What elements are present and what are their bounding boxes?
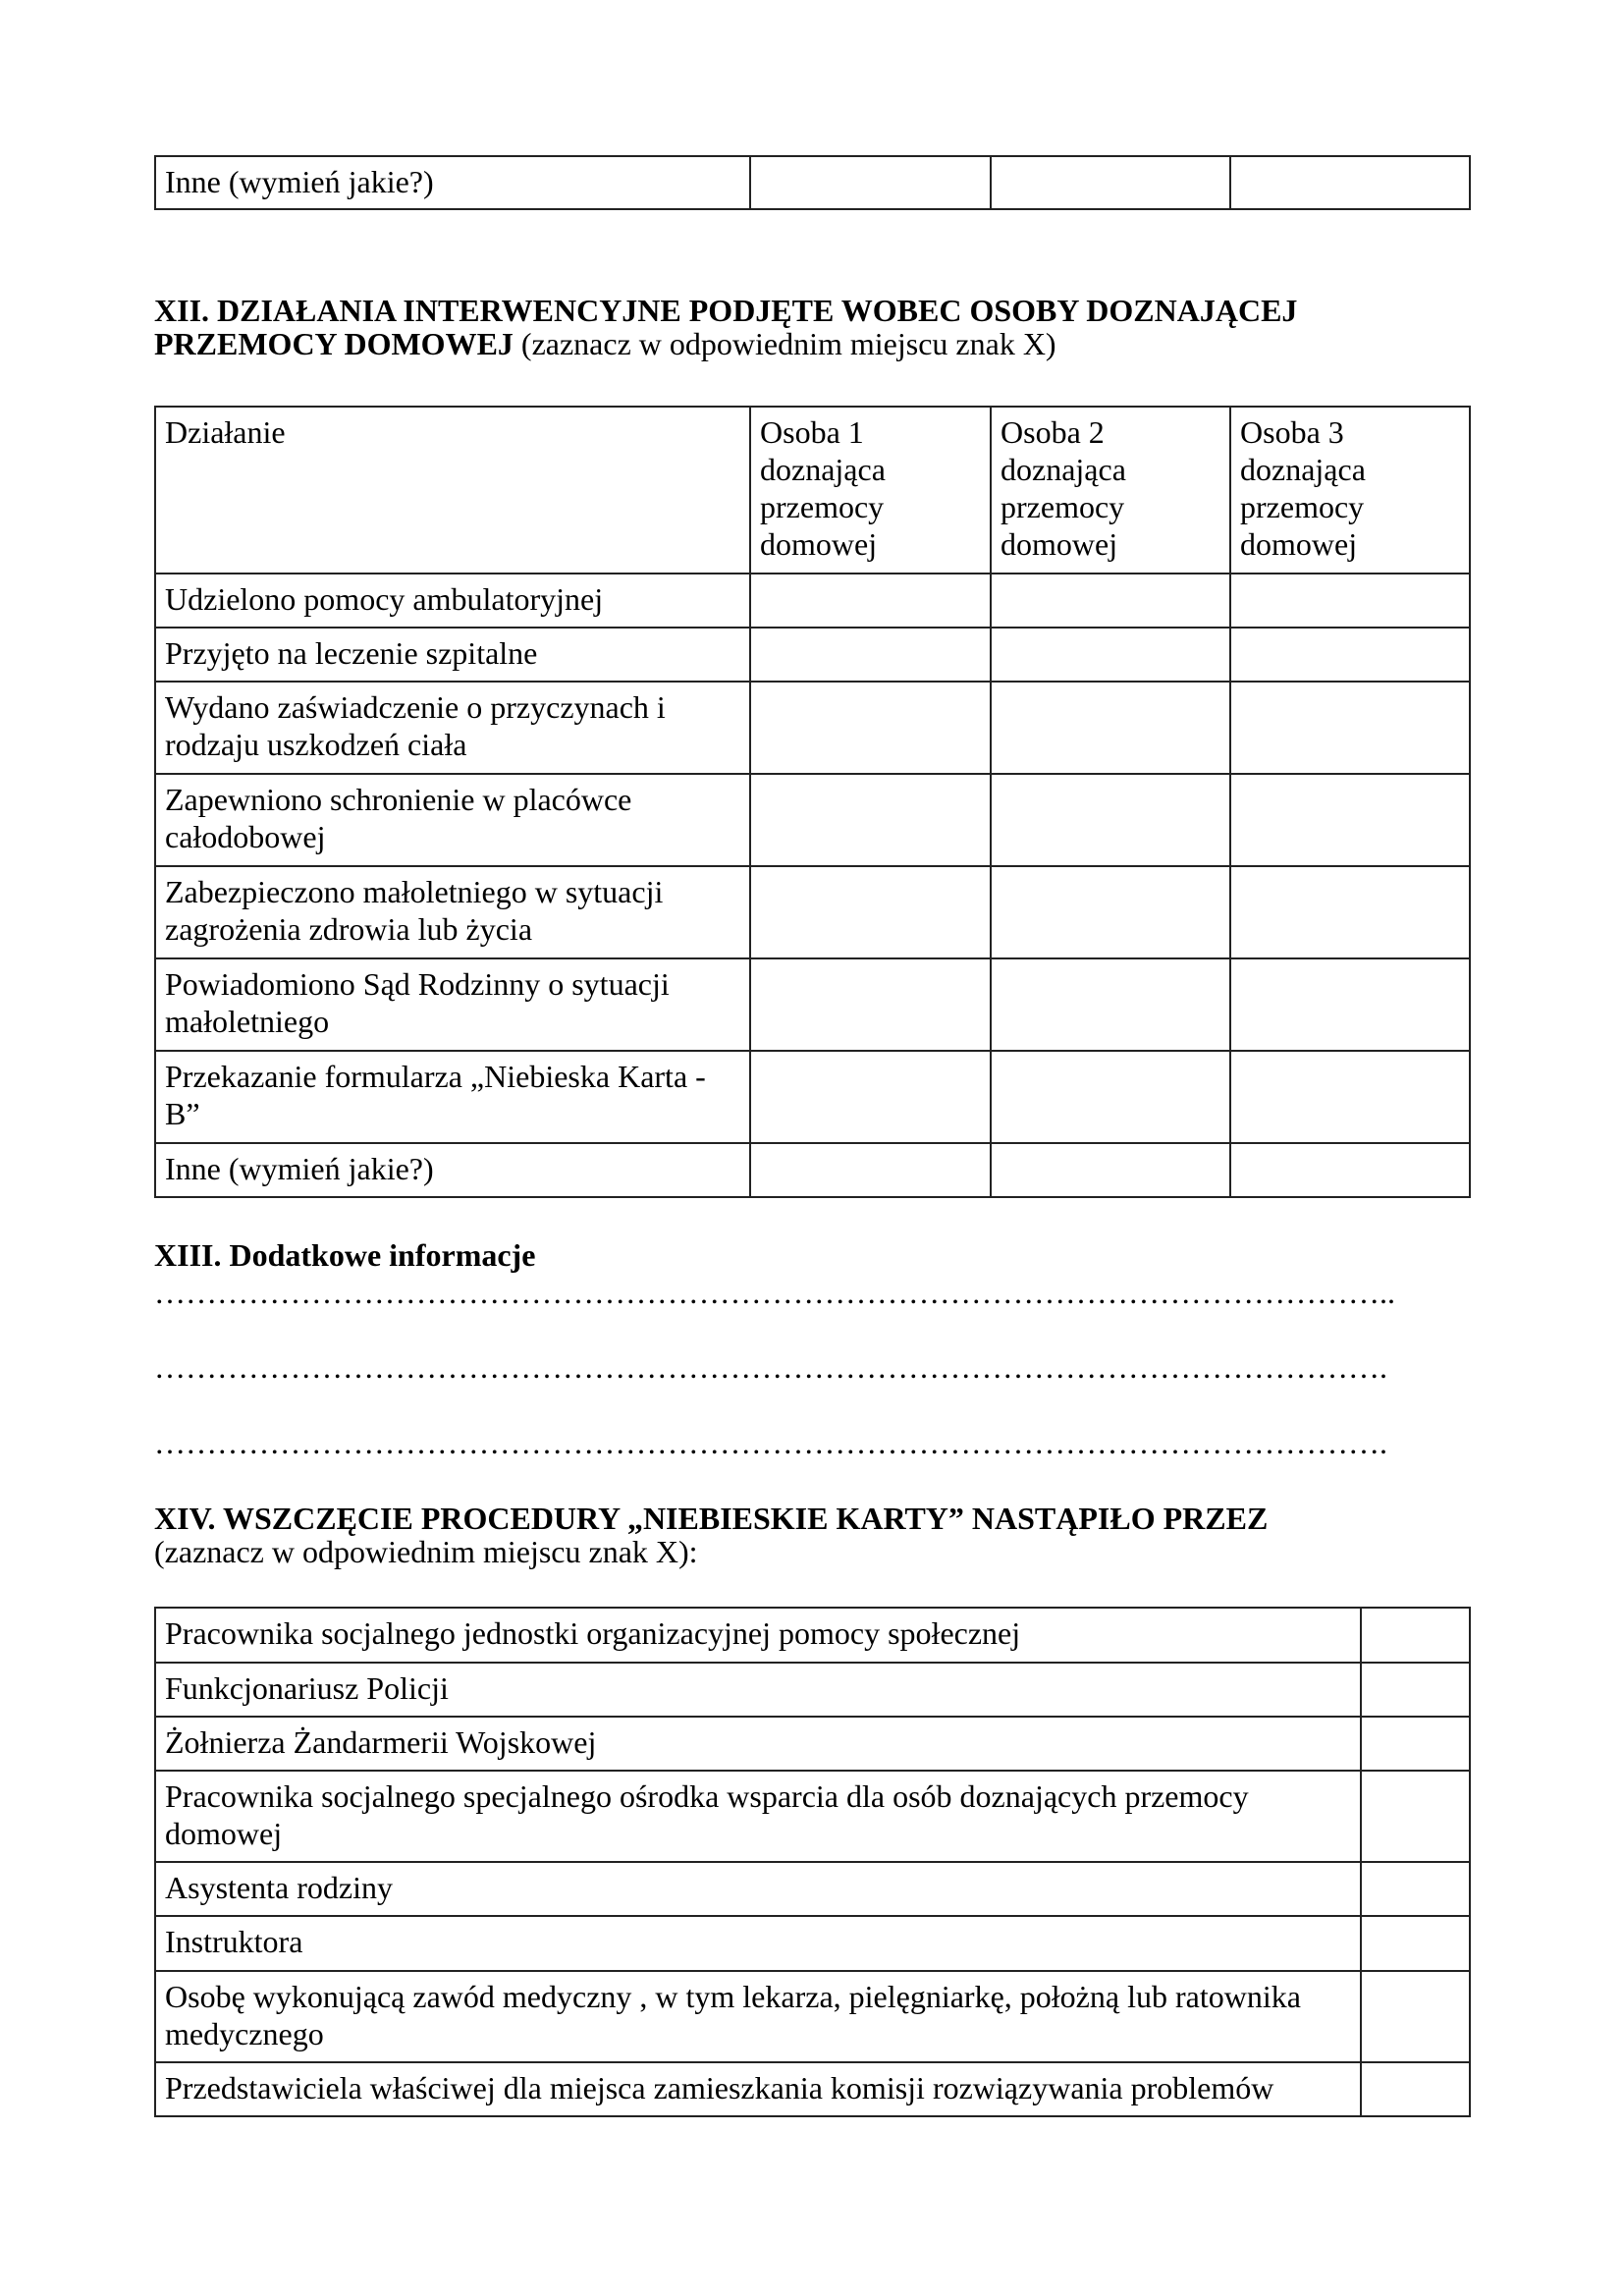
- section-xii-heading: [154, 294, 1489, 360]
- row-label: Inne (wymień jakie?): [155, 156, 750, 209]
- row-label: Przekazanie formularza „Niebieska Karta - B”: [155, 1051, 750, 1143]
- osoba-2-cell[interactable]: [991, 958, 1230, 1051]
- osoba-3-cell[interactable]: [1230, 682, 1470, 774]
- osoba-3-cell[interactable]: [1230, 1051, 1470, 1143]
- row-label: Żołnierza Żandarmerii Wojskowej: [155, 1717, 1361, 1771]
- row-label: Zapewniono schronienie w placówce całodobowej: [155, 774, 750, 866]
- table-row: [155, 156, 1470, 209]
- table-row: [155, 574, 1470, 628]
- osoba-1-cell[interactable]: [750, 682, 991, 774]
- table-row: [155, 1771, 1470, 1862]
- section-xiii-heading: XIII. Dodatkowe informacje: [154, 1237, 536, 1273]
- section-xii-title-note: (zaznacz w odpowiednim miejscu znak X): [520, 326, 1056, 361]
- section-xiv-heading: [154, 1502, 1489, 1568]
- header-osoba-3: Osoba 3 doznająca przemocy domowej: [1230, 407, 1470, 574]
- mark-cell[interactable]: [1361, 1971, 1470, 2062]
- osoba-1-cell[interactable]: [750, 156, 991, 209]
- osoba-2-cell[interactable]: [991, 156, 1230, 209]
- section-xii-title-bold: PRZEMOCY DOMOWEJ: [154, 326, 514, 361]
- mark-cell[interactable]: [1361, 2062, 1470, 2116]
- header-dzialanie: Działanie: [155, 407, 750, 574]
- section-xi-table-tail: [154, 155, 1471, 210]
- osoba-2-cell[interactable]: [991, 774, 1230, 866]
- row-label: Pracownika socjalnego jednostki organizacyjnej pomocy społecznej: [155, 1608, 1361, 1663]
- mark-cell[interactable]: [1361, 1862, 1470, 1916]
- row-label: Przyjęto na leczenie szpitalne: [155, 628, 750, 682]
- osoba-2-cell[interactable]: [991, 1143, 1230, 1197]
- osoba-1-cell[interactable]: [750, 1051, 991, 1143]
- table-row: [155, 682, 1470, 774]
- osoba-3-cell[interactable]: [1230, 774, 1470, 866]
- osoba-3-cell[interactable]: [1230, 1143, 1470, 1197]
- osoba-3-cell[interactable]: [1230, 958, 1470, 1051]
- mark-cell[interactable]: [1361, 1916, 1470, 1971]
- table-row: [155, 628, 1470, 682]
- table-header-row: [155, 407, 1470, 574]
- osoba-2-cell[interactable]: [991, 866, 1230, 958]
- osoba-3-cell[interactable]: [1230, 628, 1470, 682]
- row-label: Pracownika socjalnego specjalnego ośrodka wsparcia dla osób doznających przemocy domowej: [155, 1771, 1361, 1862]
- additional-info-line-3[interactable]: ……………………………………………………………………………………………………….: [154, 1426, 1387, 1459]
- osoba-1-cell[interactable]: [750, 574, 991, 628]
- section-xii-title-line1: XII. DZIAŁANIA INTERWENCYJNE PODJĘTE WOBEC OSOBY DOZNAJĄCEJ: [154, 293, 1298, 328]
- row-label: Funkcjonariusz Policji: [155, 1663, 1361, 1717]
- section-xiv-title-note: (zaznacz w odpowiednim miejscu znak X):: [154, 1534, 698, 1569]
- osoba-3-cell[interactable]: [1230, 866, 1470, 958]
- header-osoba-1: Osoba 1 doznająca przemocy domowej: [750, 407, 991, 574]
- mark-cell[interactable]: [1361, 1771, 1470, 1862]
- table-row: [155, 1663, 1470, 1717]
- additional-info-line-1[interactable]: ………………………………………………………………………………………………………..: [154, 1276, 1395, 1309]
- row-label: Inne (wymień jakie?): [155, 1143, 750, 1197]
- mark-cell[interactable]: [1361, 1608, 1470, 1663]
- table-row: [155, 1717, 1470, 1771]
- table-row: [155, 1862, 1470, 1916]
- section-xii-table: [154, 406, 1471, 1198]
- osoba-3-cell[interactable]: [1230, 156, 1470, 209]
- row-label: Asystenta rodziny: [155, 1862, 1361, 1916]
- osoba-2-cell[interactable]: [991, 628, 1230, 682]
- header-osoba-2: Osoba 2 doznająca przemocy domowej: [991, 407, 1230, 574]
- table-row: [155, 1608, 1470, 1663]
- table-row: [155, 2062, 1470, 2116]
- section-xii-title-line2: [154, 327, 1489, 360]
- mark-cell[interactable]: [1361, 1717, 1470, 1771]
- row-label: Powiadomiono Sąd Rodzinny o sytuacji małoletniego: [155, 958, 750, 1051]
- osoba-2-cell[interactable]: [991, 682, 1230, 774]
- osoba-1-cell[interactable]: [750, 958, 991, 1051]
- osoba-1-cell[interactable]: [750, 628, 991, 682]
- table-row: [155, 866, 1470, 958]
- row-label: Zabezpieczono małoletniego w sytuacji zagrożenia zdrowia lub życia: [155, 866, 750, 958]
- row-label: Przedstawiciela właściwej dla miejsca zamieszkania komisji rozwiązywania problemów: [155, 2062, 1361, 2116]
- section-xiv-table: [154, 1607, 1471, 2117]
- table-row: [155, 1143, 1470, 1197]
- table-row: [155, 774, 1470, 866]
- table-row: [155, 958, 1470, 1051]
- osoba-1-cell[interactable]: [750, 774, 991, 866]
- table-row: [155, 1051, 1470, 1143]
- additional-info-line-2[interactable]: ……………………………………………………………………………………………………….: [154, 1350, 1387, 1384]
- row-label: Osobę wykonującą zawód medyczny , w tym lekarza, pielęgniarkę, położną lub ratownika medycznego: [155, 1971, 1361, 2062]
- osoba-2-cell[interactable]: [991, 574, 1230, 628]
- row-label: Wydano zaświadczenie o przyczynach i rodzaju uszkodzeń ciała: [155, 682, 750, 774]
- row-label: Udzielono pomocy ambulatoryjnej: [155, 574, 750, 628]
- table-row: [155, 1916, 1470, 1971]
- section-xiv-title: XIV. WSZCZĘCIE PROCEDURY „NIEBIESKIE KARTY” NASTĄPIŁO PRZEZ: [154, 1501, 1269, 1536]
- table-row: [155, 1971, 1470, 2062]
- osoba-1-cell[interactable]: [750, 866, 991, 958]
- mark-cell[interactable]: [1361, 1663, 1470, 1717]
- osoba-1-cell[interactable]: [750, 1143, 991, 1197]
- osoba-3-cell[interactable]: [1230, 574, 1470, 628]
- osoba-2-cell[interactable]: [991, 1051, 1230, 1143]
- row-label: Instruktora: [155, 1916, 1361, 1971]
